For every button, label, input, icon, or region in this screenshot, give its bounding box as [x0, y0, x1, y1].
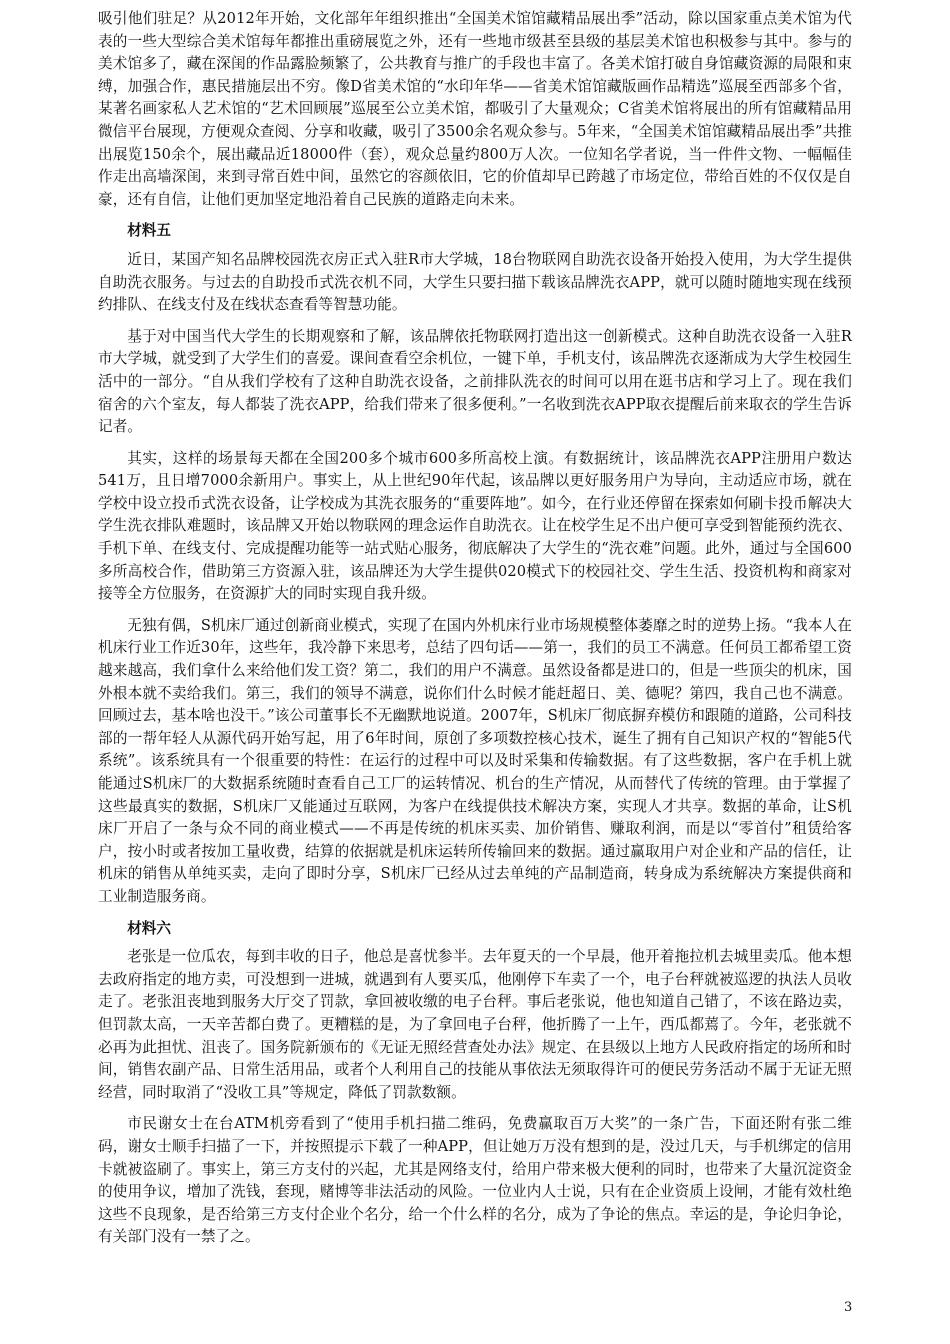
paragraph: 基于对中国当代大学生的长期观察和了解，该品牌依托物联网打造出这一创新模式。这种自助洗衣设备一入驻R市大学城，就受到了大学生们的喜爱。课间查看空余机位，一键下单，手机支付，该品牌洗衣逐渐成为大学生校园生活中的一部分。“自从我们学校有了这种自助洗衣设备，之前排队洗衣的时间可以用在逛书店和学习上了。现在我们宿舍的六个室友，每人都装了洗衣APP，给我们带来了很多便利。”一名收到洗衣APP取衣提醒后前来取衣的学生告诉记者。	[98, 327, 852, 436]
paragraph: 老张是一位瓜农，每到丰收的日子，他总是喜忧参半。去年夏天的一个早晨，他开着拖拉机去城里卖瓜。他本想去政府指定的地方卖，可没想到一进城，就遇到有人要买瓜，他刚停下车卖了一个，电子台秤就被巡逻的执法人员收走了。老张沮丧地到服务大厅交了罚款，拿回被收缴的电子台秤。事后老张说，他也知道自己错了，不该在路边卖，但罚款太高，一天辛苦都白费了。更糟糕的是，为了拿回电子台秤，他折腾了一上午，西瓜都蔫了。今年，老张就不必再为此担忧、沮丧了。国务院新颁布的《无证无照经营查处办法》规定、在县级以上地方人民政府指定的场所和时间，销售农副产品、日常生活用品，或者个人利用自己的技能从事依法无须取得许可的便民劳务活动不属于无证无照经营，同时取消了“没收工具”等规定，降低了罚款数额。	[98, 948, 852, 1101]
paragraph: 无独有偶，S机床厂通过创新商业模式，实现了在国内外机床行业市场规模整体萎靡之时的逆势上扬。“我本人在机床行业工作近30年，这些年，我冷静下来思考，总结了四句话——第一，我们的员工不满意。任何员工都希望工资越来越高，我们拿什么来给他们发工资？第二，我们的用户不满意。虽然设备都是进口的，但是一些顶尖的机床，国外根本就不卖给我们。第三，我们的领导不满意，说你们什么时候才能赶超日、美、德呢？第四，我自己也不满意。回顾过去，基本啥也没干。”该公司董事长不无幽默地说道。2007年，S机床厂彻底摒弃模仿和跟随的道路，公司科技部的一帮年轻人从源代码开始写起，用了6年时间，原创了多项数控核心技术，诞生了拥有自己知识产权的“智能5代系统”。该系统具有一个很重要的特性：在运行的过程中可以及时采集和传输数据。有了这些数据，客户在手机上就能通过S机床厂的大数据系统随时查看自己工厂的运转情况、机台的生产情况，从而替代了传统的管理。由于掌握了这些最真实的数据，S机床厂又能通过互联网，为客户在线提供技术解决方案，实现人才共享。数据的革命，让S机床厂开启了一条与众不同的商业模式——不再是传统的机床买卖、加价销售、赚取利润，而是以“零首付”租赁给客户，按小时或者按加工量收费，结算的依据就是机床运转所传输回来的数据。通过赢取用户对企业和产品的信任，让机床的销售从单纯买卖，走向了即时分享，S机床厂已经从过去单纯的产品制造商，转身成为系统解决方案提供商和工业制造服务商。	[98, 616, 852, 905]
paragraph: 市民谢女士在台ATM机旁看到了“使用手机扫描二维码，免费赢取百万大奖”的一条广告，下面还附有张二维码，谢女士顺手扫描了一下，并按照提示下载了一种APP，但让她万万没有想到的是，没过几天，与手机绑定的信用卡就被盗刷了。事实上，第三方支付的兴起，尤其是网络支付，给用户带来极大便利的同时，也带来了大量沉淀资金的使用争议，增加了洗钱，套现，赌博等非法活动的风险。一位业内人士说，只有在企业资质上设闸，才能有效杜绝这些不良现象，是否给第三方支付企业个名分，给一个什么样的名分，成为了争论的焦点。幸运的是，争论归争论，有关部门没有一禁了之。	[98, 1115, 852, 1246]
document-page	[98, 8, 852, 1258]
paragraph: 其实，这样的场景每天都在全国200多个城市600多所高校上演。有数据统计，该品牌洗衣APP注册用户数达541万，且日增7000余新用户。事实上，从上世纪90年代起，该品牌以更好服务用户为导向，主动适应市场，就在学校中设立投币式洗衣设备，让学校成为其洗衣服务的“重要阵地”。如今，在行业还停留在探索如何刷卡投币解决大学生洗衣排队难题时，该品牌又开始以物联网的理念运作自助洗衣。让在校学生足不出户便可享受到智能预约洗衣、手机下单、在线支付、完成提醒功能等一站式贴心服务，彻底解决了大学生的“洗衣难”问题。此外，通过与全国600多所高校合作，借助第三方资源入驻，该品牌还为大学生提供020模式下的校园社交、学生生活、投资机构和商家对接等全方位服务，在资源扩大的同时实现自我升级。	[98, 449, 852, 603]
page-number: 3	[844, 1300, 853, 1315]
paragraph: 近日，某国产知名品牌校园洗衣房正式入驻R市大学城，18台物联网自助洗衣设备开始投入使用，为大学生提供自助洗衣服务。与过去的自助投币式洗衣机不同，大学生只要扫描下载该品牌洗衣APP，就可以随时随地实现在线预约排队、在线支付及在线状态查看等智慧功能。	[98, 250, 852, 314]
section-heading-material-6: 材料六	[127, 919, 171, 937]
paragraph-continuation: 吸引他们驻足？从2012年开始，文化部年年组织推出“全国美术馆馆藏精品展出季”活动，除以国家重点美术馆为代表的一些大型综合美术馆每年都推出重磅展览之外，还有一些地市级甚至县级的基层美术馆也积极参与其中。参与的美术馆多了，藏在深闺的作品露脸频繁了，公共教育与推广的手段也丰富了。各美术馆打破自身馆藏资源的局限和束缚，加强合作，惠民措施层出不穷。像D省美术馆的“水印年华——省美术馆馆藏版画作品精选”巡展至西部多个省，某著名画家私人艺术馆的“艺术回顾展”巡展至公立美术馆，都吸引了大量观众；C省美术馆将展出的所有馆藏精品用微信平台展现，方便观众查阅、分享和收藏，吸引了3500余名观众参与。5年来，“全国美术馆馆藏精品展出季”共推出展览150余个，展出藏品近18000件（套），观众总量约800万人次。一位知名学者说，当一件件文物、一幅幅佳作走出高墙深闺，来到寻常百姓中间，虽然它的容颜依旧，它的价值却早已跨越了市场定位，带给百姓的不仅仅是自豪，还有自信，让他们更加坚定地沿着自己民族的道路走向未来。	[98, 10, 852, 208]
section-heading-material-5: 材料五	[127, 222, 171, 240]
